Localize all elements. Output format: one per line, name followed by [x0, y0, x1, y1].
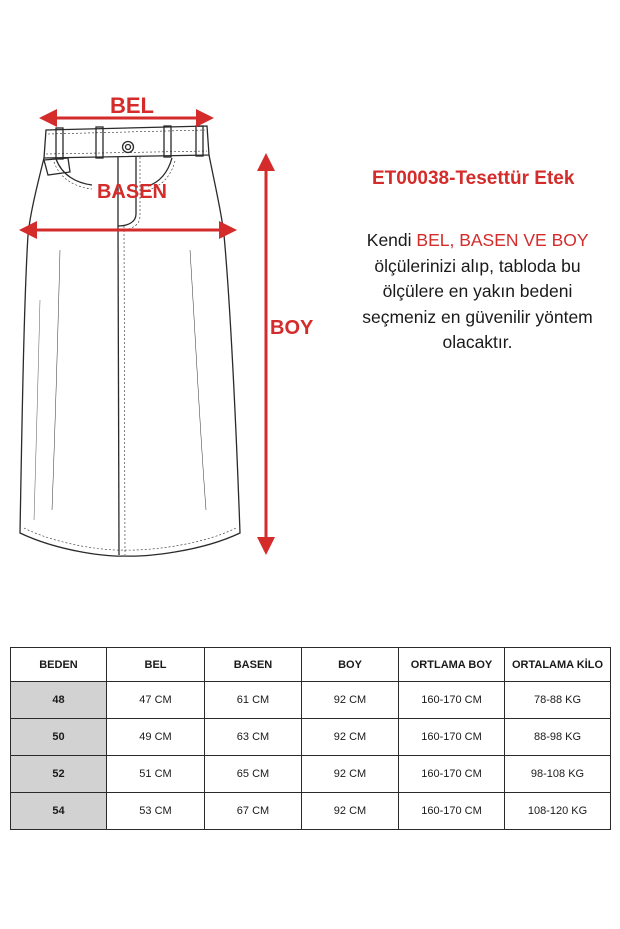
cell-beden: 54	[11, 793, 107, 830]
header-ortalama-kilo: ORTALAMA KİLO	[505, 648, 611, 682]
cell-ortalama-kilo: 98-108 KG	[505, 756, 611, 793]
cell-basen: 65 CM	[205, 756, 302, 793]
cell-boy: 92 CM	[302, 793, 399, 830]
cell-basen: 63 CM	[205, 719, 302, 756]
instruction-text-start: Kendi	[366, 230, 417, 250]
cell-ortalama-boy: 160-170 CM	[399, 682, 505, 719]
cell-ortalama-kilo: 108-120 KG	[505, 793, 611, 830]
hip-label: BASEN	[96, 181, 168, 203]
header-boy: BOY	[302, 648, 399, 682]
cell-beden: 52	[11, 756, 107, 793]
size-chart-table	[10, 647, 611, 830]
header-ortalama-boy: ORTLAMA BOY	[399, 648, 505, 682]
cell-ortalama-boy: 160-170 CM	[399, 793, 505, 830]
cell-beden: 50	[11, 719, 107, 756]
cell-boy: 92 CM	[302, 682, 399, 719]
cell-ortalama-boy: 160-170 CM	[399, 756, 505, 793]
table-row	[11, 719, 611, 756]
cell-boy: 92 CM	[302, 719, 399, 756]
cell-beden: 48	[11, 682, 107, 719]
instruction-highlight: BEL, BASEN VE BOY	[416, 230, 589, 250]
waist-label: BEL	[110, 93, 154, 118]
measurement-instructions	[350, 228, 605, 356]
skirt-sketch	[0, 80, 330, 580]
cell-bel: 53 CM	[107, 793, 205, 830]
table-row	[11, 682, 611, 719]
table-row	[11, 793, 611, 830]
cell-ortalama-boy: 160-170 CM	[399, 719, 505, 756]
cell-ortalama-kilo: 78-88 KG	[505, 682, 611, 719]
cell-basen: 67 CM	[205, 793, 302, 830]
header-basen: BASEN	[205, 648, 302, 682]
product-title: ET00038-Tesettür Etek	[372, 168, 575, 189]
cell-ortalama-kilo: 88-98 KG	[505, 719, 611, 756]
cell-bel: 49 CM	[107, 719, 205, 756]
cell-bel: 47 CM	[107, 682, 205, 719]
instruction-text-end: ölçülerinizi alıp, tabloda bu ölçülere en yakın bedeni seçmeniz en güvenilir yöntem olacaktır.	[362, 255, 593, 352]
header-beden: BEDEN	[11, 648, 107, 682]
cell-basen: 61 CM	[205, 682, 302, 719]
cell-bel: 51 CM	[107, 756, 205, 793]
cell-boy: 92 CM	[302, 756, 399, 793]
header-bel: BEL	[107, 648, 205, 682]
table-row	[11, 756, 611, 793]
length-label: BOY	[270, 317, 314, 339]
table-header-row	[11, 648, 611, 682]
